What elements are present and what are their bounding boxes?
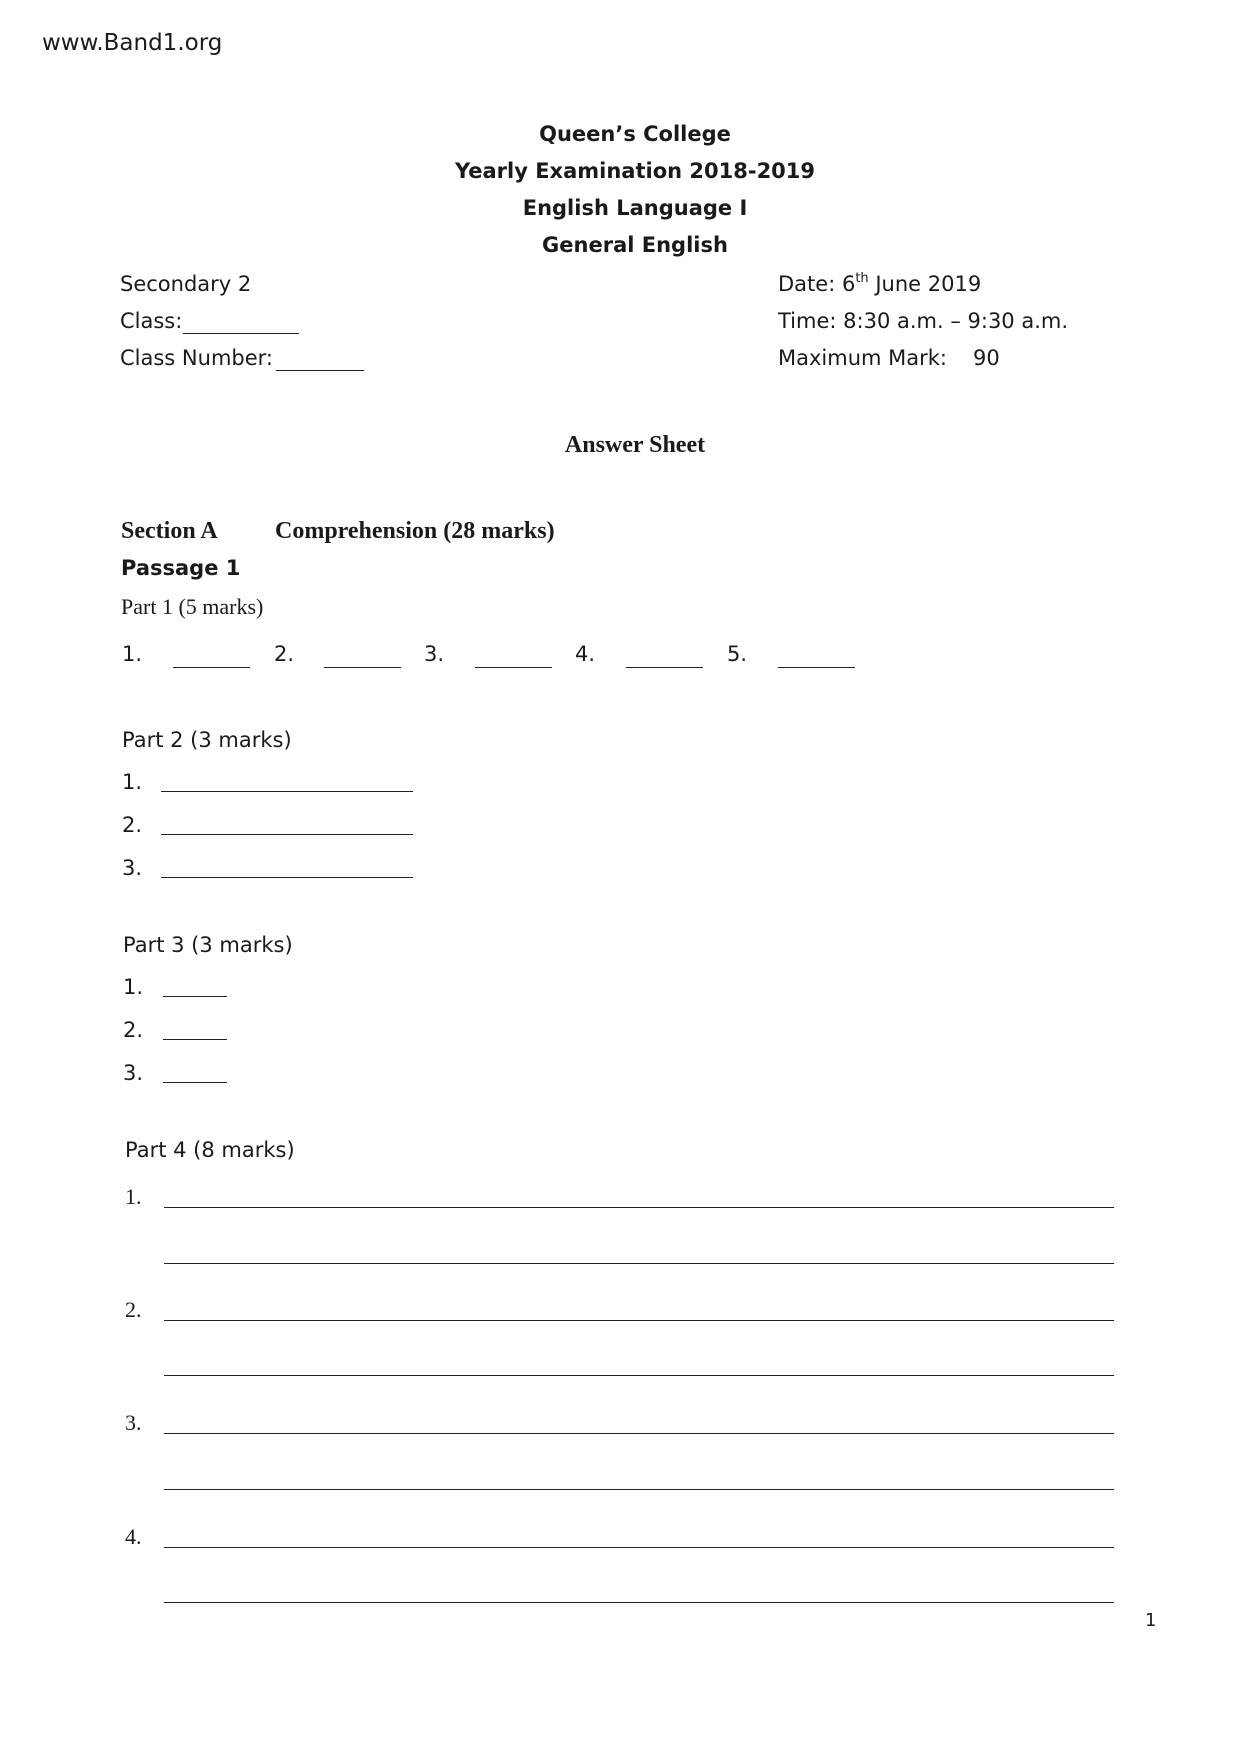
date-superscript: th — [855, 271, 869, 286]
part3-q2-number: 2. — [123, 1018, 144, 1042]
part4-q3-line1[interactable] — [164, 1433, 1114, 1434]
part1-q5-blank[interactable] — [778, 667, 855, 668]
part3-q2-blank[interactable] — [163, 1039, 227, 1040]
date-prefix: Date: 6 — [778, 272, 856, 296]
class-blank[interactable] — [183, 333, 299, 334]
part4-q1-line1[interactable] — [164, 1207, 1114, 1208]
level-text: Secondary 2 — [120, 272, 252, 296]
part2-q3-number: 3. — [122, 856, 143, 880]
part4-q2-line1[interactable] — [164, 1320, 1114, 1321]
part2-q1-number: 1. — [122, 770, 143, 794]
part2-q2-number: 2. — [122, 813, 143, 837]
exam-time: Time: 8:30 a.m. – 9:30 a.m. — [778, 309, 1069, 333]
part3-title: Part 3 (3 marks) — [123, 933, 293, 957]
part1-q4-number: 4. — [575, 642, 596, 666]
part4-q1-number: 1. — [125, 1184, 142, 1209]
paper-title: General English — [542, 233, 728, 257]
part1-q3-blank[interactable] — [475, 667, 552, 668]
exam-date — [778, 272, 981, 296]
answer-sheet-title: Answer Sheet — [564, 432, 706, 458]
part3-q1-blank[interactable] — [163, 996, 227, 997]
part4-title: Part 4 (8 marks) — [125, 1138, 295, 1162]
date-suffix: June 2019 — [868, 272, 982, 296]
part4-q4-number: 4. — [125, 1524, 142, 1549]
part4-q2-number: 2. — [125, 1297, 142, 1322]
part4-q4-line2[interactable] — [164, 1602, 1114, 1603]
part3-q3-number: 3. — [123, 1061, 144, 1085]
part2-q3-blank[interactable] — [161, 877, 413, 878]
part1-q5-number: 5. — [727, 642, 748, 666]
passage-label: Passage 1 — [121, 556, 241, 580]
part1-q1-blank[interactable] — [173, 667, 250, 668]
part4-q3-number: 3. — [125, 1410, 142, 1435]
part4-q1-line2[interactable] — [164, 1263, 1114, 1264]
class-number-label: Class Number: — [120, 346, 273, 370]
part4-q4-line1[interactable] — [164, 1547, 1114, 1548]
watermark-text: www.Band1.org — [42, 30, 223, 56]
part3-q3-blank[interactable] — [163, 1082, 227, 1083]
page-number: 1 — [1145, 1610, 1157, 1631]
part4-q3-line2[interactable] — [164, 1489, 1114, 1490]
part4-q2-line2[interactable] — [164, 1375, 1114, 1376]
part3-q1-number: 1. — [123, 975, 144, 999]
class-label: Class: — [120, 309, 183, 333]
part1-q3-number: 3. — [424, 642, 445, 666]
section-name: Comprehension (28 marks) — [275, 518, 555, 544]
school-name: Queen’s College — [539, 122, 731, 146]
part2-q1-blank[interactable] — [161, 791, 413, 792]
section-label: Section A — [121, 518, 218, 544]
max-mark-value: 90 — [973, 346, 1000, 370]
part1-q1-number: 1. — [122, 642, 143, 666]
class-number-blank[interactable] — [276, 370, 364, 371]
part1-q2-number: 2. — [274, 642, 295, 666]
part2-title: Part 2 (3 marks) — [122, 728, 292, 752]
part1-q4-blank[interactable] — [626, 667, 703, 668]
part1-q2-blank[interactable] — [324, 667, 401, 668]
exam-title: Yearly Examination 2018-2019 — [454, 159, 816, 183]
part1-title: Part 1 (5 marks) — [121, 594, 264, 619]
part2-q2-blank[interactable] — [161, 834, 413, 835]
subject-title: English Language I — [522, 196, 748, 220]
max-mark-label: Maximum Mark: — [778, 346, 948, 370]
